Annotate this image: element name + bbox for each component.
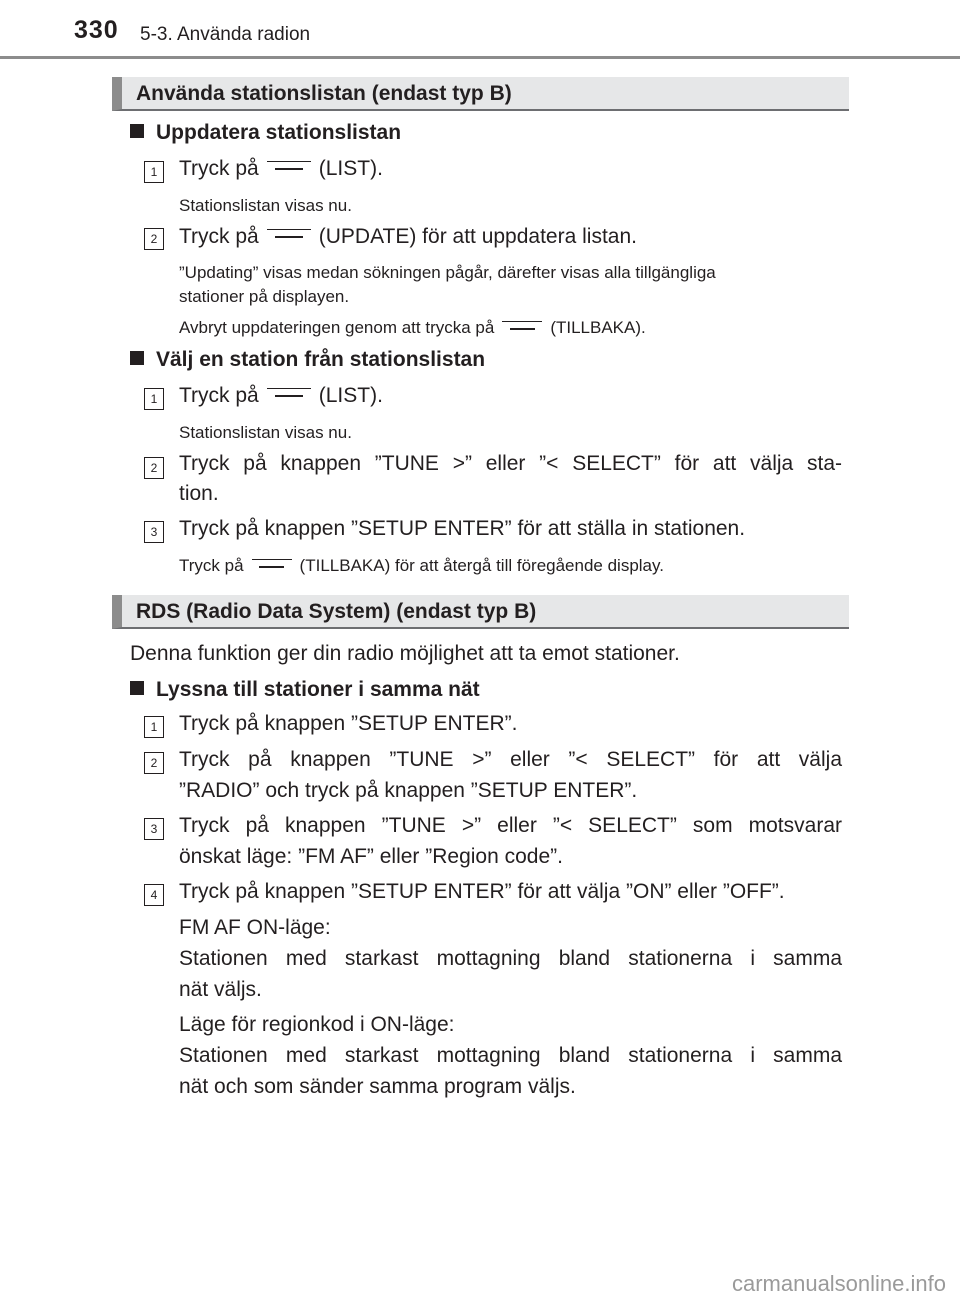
subheading-update: Uppdatera stationslistan <box>130 121 401 145</box>
step-text: Tryck på knappen ”SETUP ENTER” för att ställa in stationen. <box>179 517 746 540</box>
step-number: 1 <box>144 716 164 738</box>
section-heading-station-list: Använda stationslistan (endast typ B) <box>112 77 849 111</box>
subheading-listen: Lyssna till stationer i samma nät <box>130 678 480 702</box>
square-bullet-icon <box>130 681 144 695</box>
step-note: Stationslistan visas nu. <box>179 423 352 442</box>
step-number: 4 <box>144 884 164 906</box>
step-note: Tryck på (TILLBAKA) för att återgå till föregående display. <box>179 556 664 575</box>
step-text: tion. <box>179 482 219 505</box>
fm-af-title: FM AF ON-läge: <box>179 916 331 939</box>
step-text: Tryck på knappen ”TUNE >” eller ”< SELECT” för att välja sta- <box>179 452 842 475</box>
step-number: 2 <box>144 457 164 479</box>
step-text: ”RADIO” och tryck på knappen ”SETUP ENTER”. <box>179 779 638 802</box>
button-icon <box>252 559 292 568</box>
step-note: Stationslistan visas nu. <box>179 196 352 215</box>
step-note: stationer på displayen. <box>179 287 350 306</box>
page-number: 330 <box>74 16 119 44</box>
step-text: önskat läge: ”FM AF” eller ”Region code”. <box>179 845 563 868</box>
step-number: 1 <box>144 161 164 183</box>
step-text: Tryck på (LIST). <box>179 384 383 407</box>
rds-intro: Denna funktion ger din radio möjlighet att ta emot stationer. <box>130 642 680 665</box>
step-number: 2 <box>144 228 164 250</box>
button-icon <box>267 229 311 238</box>
square-bullet-icon <box>130 124 144 138</box>
button-icon <box>267 161 311 170</box>
step-number: 3 <box>144 521 164 543</box>
step-number: 2 <box>144 752 164 774</box>
fm-af-text: Stationen med starkast mottagning bland stationerna i samma <box>179 947 842 970</box>
step-note: ”Updating” visas medan sökningen pågår, därefter visas alla tillgängliga <box>179 263 716 282</box>
step-text: Tryck på (UPDATE) för att uppdatera listan. <box>179 225 637 248</box>
button-icon <box>502 321 542 330</box>
step-text: Tryck på knappen ”SETUP ENTER”. <box>179 712 518 735</box>
fm-af-text: nät väljs. <box>179 978 262 1001</box>
step-text: Tryck på (LIST). <box>179 157 383 180</box>
step-text: Tryck på knappen ”TUNE >” eller ”< SELECT” som motsvarar <box>179 814 842 837</box>
step-text: Tryck på knappen ”TUNE >” eller ”< SELECT” för att välja <box>179 748 842 771</box>
step-number: 3 <box>144 818 164 840</box>
step-note: Avbryt uppdateringen genom att trycka på (TILLBAKA). <box>179 318 646 337</box>
region-code-title: Läge för regionkod i ON-läge: <box>179 1013 455 1036</box>
watermark: carmanualsonline.info <box>731 1271 946 1296</box>
step-number: 1 <box>144 388 164 410</box>
button-icon <box>267 388 311 397</box>
region-code-text: nät och som sänder samma program väljs. <box>179 1075 576 1098</box>
chapter-title: 5-3. Använda radion <box>140 24 311 45</box>
step-text: Tryck på knappen ”SETUP ENTER” för att välja ”ON” eller ”OFF”. <box>179 880 785 903</box>
header-divider <box>0 56 960 59</box>
region-code-text: Stationen med starkast mottagning bland stationerna i samma <box>179 1044 842 1067</box>
section-heading-rds: RDS (Radio Data System) (endast typ B) <box>112 595 849 629</box>
subheading-select: Välj en station från stationslistan <box>130 348 485 372</box>
square-bullet-icon <box>130 351 144 365</box>
